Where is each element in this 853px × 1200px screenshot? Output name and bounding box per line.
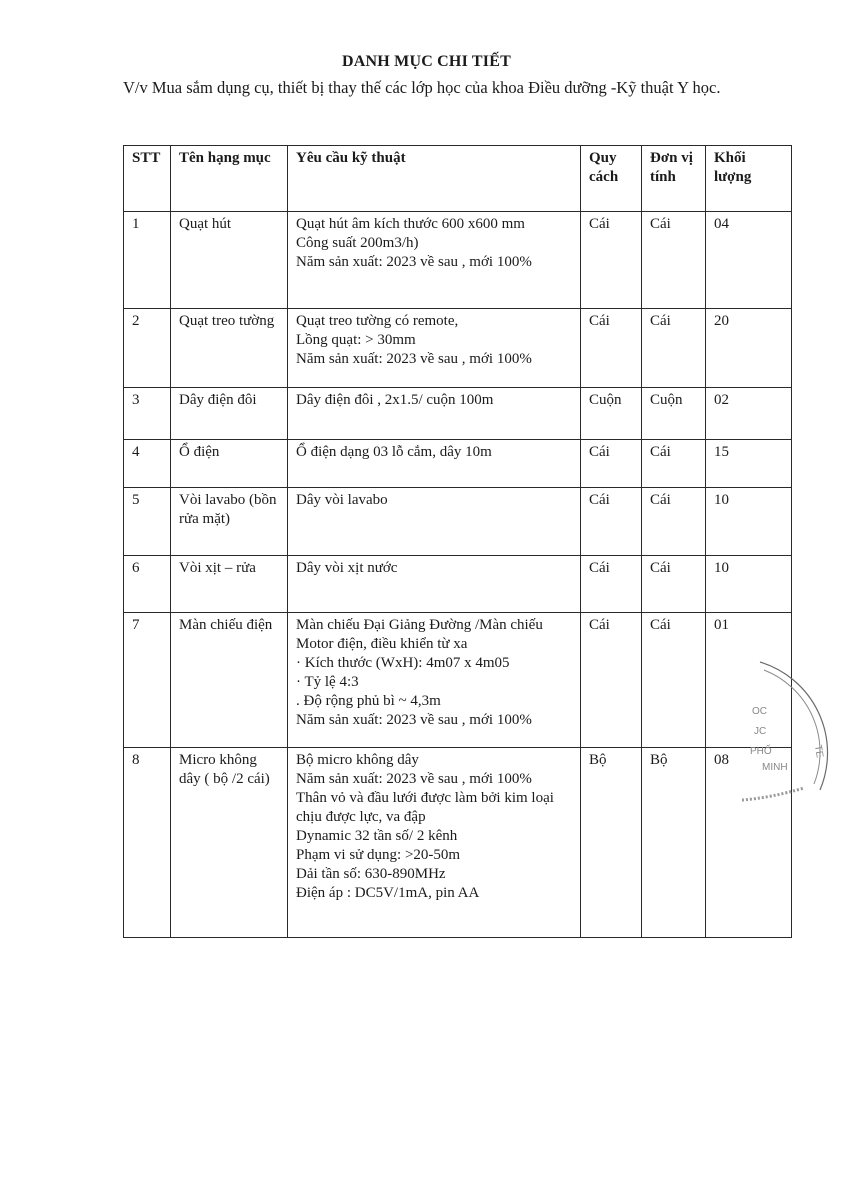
- requirement-line: Lồng quạt: > 30mm: [296, 332, 416, 348]
- document-subtitle: V/v Mua sắm dụng cụ, thiết bị thay thế các lớp học của khoa Điều dưỡng -Kỹ thuật Y học.: [123, 78, 721, 97]
- cell-name: Vòi lavabo (bồn rửa mặt): [171, 488, 288, 556]
- cell-unit: Cái: [642, 613, 706, 748]
- cell-quantity: 10: [706, 556, 792, 613]
- document-title: DANH MỤC CHI TIẾT: [342, 53, 511, 70]
- cell-spec: Bộ: [581, 748, 642, 938]
- cell-name: Quạt hút: [171, 212, 288, 309]
- stamp-fragment: JC: [754, 726, 767, 737]
- cell-stt: 4: [124, 440, 171, 488]
- requirement-line: Năm sản xuất: 2023 về sau , mới 100%: [296, 351, 532, 367]
- cell-spec: Cuộn: [581, 388, 642, 440]
- cell-requirements: [288, 212, 581, 309]
- cell-stt: 8: [124, 748, 171, 938]
- cell-spec: Cái: [581, 309, 642, 388]
- cell-unit: Cái: [642, 440, 706, 488]
- col-header-quantity: Khối lượng: [706, 146, 792, 212]
- cell-requirements: [288, 440, 581, 488]
- cell-quantity: 04: [706, 212, 792, 309]
- requirement-line: · Tỷ lệ 4:3: [296, 674, 359, 690]
- official-stamp: [740, 650, 853, 810]
- cell-name: Micro không dây ( bộ /2 cái): [171, 748, 288, 938]
- requirement-line: Dải tần số: 630-890MHz: [296, 866, 446, 882]
- cell-unit: Cuộn: [642, 388, 706, 440]
- cell-stt: 6: [124, 556, 171, 613]
- requirement-line: Công suất 200m3/h): [296, 235, 419, 251]
- requirement-line: Dây vòi lavabo: [296, 492, 388, 508]
- requirement-line: Quạt treo tường có remote,: [296, 313, 459, 329]
- cell-spec: Cái: [581, 440, 642, 488]
- requirement-line: Năm sản xuất: 2023 về sau , mới 100%: [296, 771, 532, 787]
- requirement-line: Dây điện đôi , 2x1.5/ cuộn 100m: [296, 392, 494, 408]
- cell-spec: Cái: [581, 613, 642, 748]
- requirement-line: Thân vỏ và đầu lưới được làm bởi kim loại chịu được lực, va đập: [296, 790, 554, 825]
- cell-quantity: 08: [706, 748, 792, 938]
- cell-quantity: 10: [706, 488, 792, 556]
- cell-requirements: [288, 556, 581, 613]
- table-header-row: [124, 146, 792, 212]
- cell-name: Ổ điện: [171, 440, 288, 488]
- requirement-line: Quạt hút âm kích thước 600 x600 mm: [296, 216, 525, 232]
- cell-stt: 1: [124, 212, 171, 309]
- cell-quantity: 02: [706, 388, 792, 440]
- cell-name: Quạt treo tường: [171, 309, 288, 388]
- cell-stt: 7: [124, 613, 171, 748]
- requirement-line: . Độ rộng phủ bì ~ 4,3m: [296, 693, 441, 709]
- requirement-line: Điện áp : DC5V/1mA, pin AA: [296, 885, 480, 901]
- cell-requirements: [288, 309, 581, 388]
- requirement-line: Dây vòi xịt nước: [296, 560, 398, 576]
- cell-spec: Cái: [581, 488, 642, 556]
- requirement-line: Dynamic 32 tần số/ 2 kênh: [296, 828, 458, 844]
- cell-unit: Cái: [642, 212, 706, 309]
- stamp-fragment: TE: [811, 744, 825, 759]
- cell-quantity: 01: [706, 613, 792, 748]
- table-row: [124, 440, 792, 488]
- table-row: [124, 488, 792, 556]
- stamp-fragment: MINH: [762, 762, 788, 773]
- cell-unit: Cái: [642, 488, 706, 556]
- table-row: [124, 388, 792, 440]
- requirement-line: Năm sản xuất: 2023 về sau , mới 100%: [296, 254, 532, 270]
- cell-quantity: 15: [706, 440, 792, 488]
- cell-requirements: [288, 748, 581, 938]
- cell-unit: Bộ: [642, 748, 706, 938]
- cell-requirements: [288, 388, 581, 440]
- cell-stt: 2: [124, 309, 171, 388]
- table-row: [124, 556, 792, 613]
- cell-unit: Cái: [642, 309, 706, 388]
- requirement-line: Phạm vi sử dụng: >20-50m: [296, 847, 461, 863]
- requirement-line: Bộ micro không dây: [296, 752, 419, 768]
- col-header-stt: STT: [124, 146, 171, 212]
- table-row: [124, 613, 792, 748]
- stamp-fragment: OC: [752, 706, 767, 717]
- items-table: [123, 145, 792, 938]
- cell-spec: Cái: [581, 556, 642, 613]
- cell-name: Vòi xịt – rửa: [171, 556, 288, 613]
- cell-requirements: [288, 613, 581, 748]
- requirement-line: Năm sản xuất: 2023 về sau , mới 100%: [296, 712, 532, 728]
- cell-stt: 5: [124, 488, 171, 556]
- requirement-line: · Kích thước (WxH): 4m07 x 4m05: [296, 655, 510, 671]
- cell-spec: Cái: [581, 212, 642, 309]
- requirement-line: Màn chiếu Đại Giảng Đường /Màn chiếu Motor điện, điều khiển từ xa: [296, 617, 543, 652]
- cell-quantity: 20: [706, 309, 792, 388]
- cell-name: Dây điện đôi: [171, 388, 288, 440]
- requirement-line: Ổ điện dạng 03 lỗ cắm, dây 10m: [296, 444, 492, 460]
- col-header-name: Tên hạng mục: [171, 146, 288, 212]
- col-header-unit: Đơn vị tính: [642, 146, 706, 212]
- cell-unit: Cái: [642, 556, 706, 613]
- stamp-fragment: PHỐ: [750, 746, 772, 757]
- table-row: [124, 309, 792, 388]
- col-header-requirements: Yêu cầu kỹ thuật: [288, 146, 581, 212]
- cell-name: Màn chiếu điện: [171, 613, 288, 748]
- col-header-spec: Quy cách: [581, 146, 642, 212]
- table-row: [124, 748, 792, 938]
- table-row: [124, 212, 792, 309]
- cell-stt: 3: [124, 388, 171, 440]
- cell-requirements: [288, 488, 581, 556]
